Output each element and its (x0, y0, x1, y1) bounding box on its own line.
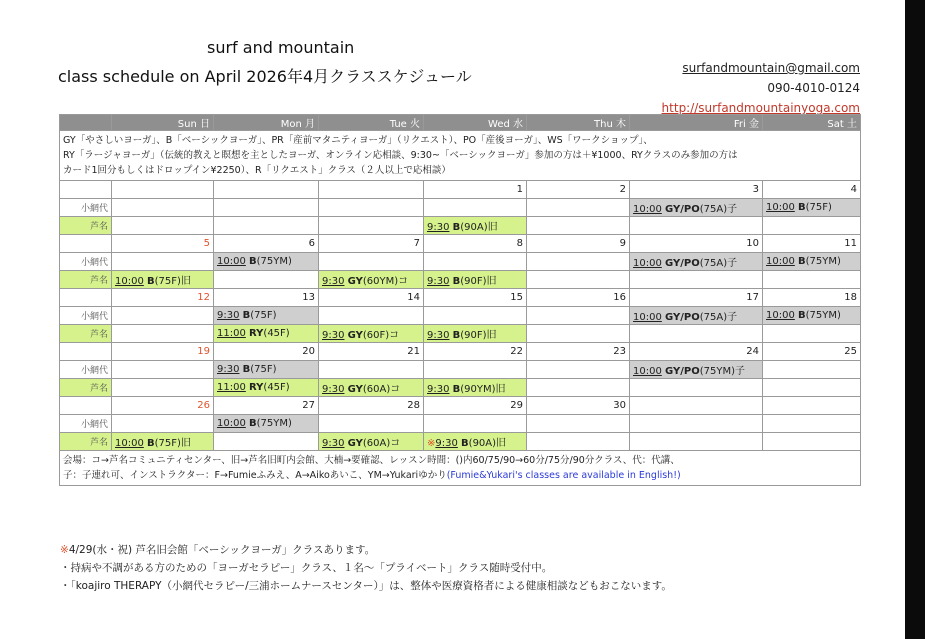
class-code: B (242, 310, 251, 321)
class-note-mark: ※ (427, 438, 436, 449)
class-code: B (452, 384, 461, 395)
class-detail: (75F)旧 (154, 438, 191, 449)
class-cell (214, 307, 319, 325)
class-detail: (75A)子 (699, 312, 738, 323)
weekday-fri: Fri 金 (630, 115, 763, 131)
date-cell: 11 (763, 235, 861, 253)
class-code: B (147, 438, 155, 449)
contact-block (662, 58, 860, 118)
date-cell: 29 (424, 397, 527, 415)
class-code: RY (249, 328, 264, 339)
legend-line: RY「ラージャヨーガ」（伝統的教えと瞑想を主としたヨーガ、オンライン応相談、9:30~「ベーシックヨーガ」参加の方は＋¥1000、RYクラスのみ参加の方は (63, 150, 738, 161)
date-cell: 3 (630, 181, 763, 199)
class-time: 10:00 (766, 202, 795, 213)
date-cell: 1 (424, 181, 527, 199)
class-time: 9:30 (427, 276, 450, 287)
empty-cell (630, 433, 763, 451)
class-time: 10:00 (766, 310, 795, 321)
date-cell: 22 (424, 343, 527, 361)
class-code: B (147, 276, 155, 287)
empty-cell (527, 379, 630, 397)
date-cell: 25 (763, 343, 861, 361)
class-detail: (75A)子 (699, 258, 738, 269)
class-detail: (90F)旧 (460, 276, 497, 287)
class-detail: (45F) (263, 328, 290, 339)
location-label: 小網代 (60, 253, 112, 271)
class-detail: (75YM) (256, 256, 292, 267)
date-cell: 9 (527, 235, 630, 253)
empty-cell (763, 325, 861, 343)
date-cell: 27 (214, 397, 319, 415)
weekday-sat: Sat 土 (763, 115, 861, 131)
title-line-1: surf and mountain (207, 38, 355, 57)
date-row (60, 235, 861, 253)
empty-cell (527, 325, 630, 343)
location-label: 小網代 (60, 361, 112, 379)
date-cell: 26 (112, 397, 214, 415)
class-code: GY/PO (665, 312, 700, 323)
empty-cell (527, 415, 630, 433)
legend-text (60, 131, 861, 181)
title-line-2: class schedule on April 2026年4月クラススケジュール (58, 67, 472, 86)
empty-cell (763, 271, 861, 289)
empty-cell (763, 379, 861, 397)
empty-cell (630, 217, 763, 235)
empty-cell (319, 361, 424, 379)
empty-cell (319, 199, 424, 217)
empty-cell (630, 325, 763, 343)
note-3: ・「koajiro THERAPY（小網代セラピー/三浦ホームナースセンター）」は、整体や医療資格者による健康相談などもおこないます。 (60, 580, 672, 592)
empty-cell (763, 217, 861, 235)
website-link[interactable]: http://surfandmountainyoga.com (661, 101, 860, 115)
date-cell: 5 (112, 235, 214, 253)
class-code: RY (249, 382, 264, 393)
date-cell: 16 (527, 289, 630, 307)
date-cell (763, 397, 861, 415)
class-time: 10:00 (115, 276, 144, 287)
weekday-wed: Wed 水 (424, 115, 527, 131)
class-code: B (461, 438, 469, 449)
empty-cell (112, 379, 214, 397)
class-code: GY (347, 330, 363, 341)
class-time: 10:00 (633, 258, 662, 269)
date-cell: 20 (214, 343, 319, 361)
empty-cell (527, 199, 630, 217)
class-cell (424, 325, 527, 343)
empty-cell (424, 307, 527, 325)
location-label: 芦名 (60, 271, 112, 289)
class-cell (214, 379, 319, 397)
class-code: B (452, 330, 461, 341)
ashina-row (60, 217, 861, 235)
weekday-thu: Thu 木 (527, 115, 630, 131)
location-label: 小網代 (60, 307, 112, 325)
empty-cell (630, 379, 763, 397)
date-cell: 4 (763, 181, 861, 199)
empty-cell (424, 199, 527, 217)
class-time: 10:00 (633, 312, 662, 323)
kojiro-row (60, 307, 861, 325)
location-label: 芦名 (60, 325, 112, 343)
class-detail: (75F) (805, 202, 832, 213)
ashina-row (60, 433, 861, 451)
date-row-label (60, 289, 112, 307)
class-time: 10:00 (115, 438, 144, 449)
location-label: 小網代 (60, 199, 112, 217)
class-detail: (45F) (263, 382, 290, 393)
date-row (60, 397, 861, 415)
class-detail: (90YM)旧 (460, 384, 506, 395)
class-cell (630, 307, 763, 325)
class-cell (763, 307, 861, 325)
date-cell: 12 (112, 289, 214, 307)
header-corner (60, 115, 112, 131)
weekday-sun: Sun 日 (112, 115, 214, 131)
empty-cell (112, 307, 214, 325)
date-cell: 28 (319, 397, 424, 415)
date-cell: 6 (214, 235, 319, 253)
empty-cell (763, 433, 861, 451)
class-time: 10:00 (633, 204, 662, 215)
empty-cell (319, 307, 424, 325)
date-cell: 7 (319, 235, 424, 253)
class-time: 11:00 (217, 328, 246, 339)
class-detail: (60A)コ (362, 384, 401, 395)
class-time: 9:30 (217, 364, 240, 375)
location-label: 芦名 (60, 217, 112, 235)
class-time: 9:30 (322, 330, 345, 341)
class-code: GY/PO (665, 366, 700, 377)
date-row-label (60, 235, 112, 253)
class-code: GY (347, 384, 363, 395)
class-code: B (452, 276, 461, 287)
class-cell (424, 217, 527, 235)
date-row-label (60, 397, 112, 415)
date-cell: 30 (527, 397, 630, 415)
empty-cell (319, 253, 424, 271)
class-detail: (60F)コ (362, 330, 400, 341)
class-detail: (60A)コ (362, 438, 401, 449)
legend-row (60, 131, 861, 181)
ashina-row (60, 379, 861, 397)
empty-cell (214, 271, 319, 289)
class-code: GY (347, 276, 363, 287)
class-code: B (242, 364, 251, 375)
class-cell (319, 379, 424, 397)
class-time: 9:30 (427, 222, 450, 233)
class-detail: (75YM)子 (699, 366, 745, 377)
class-time: 11:00 (217, 382, 246, 393)
empty-cell (112, 199, 214, 217)
class-code: B (249, 256, 257, 267)
date-cell (112, 181, 214, 199)
empty-cell (424, 361, 527, 379)
date-row-label (60, 181, 112, 199)
note-1-text: 4/29(水・祝) 芦名旧会館「ベーシックヨーガ」クラスあります。 (68, 544, 376, 556)
date-cell (214, 181, 319, 199)
class-code: GY/PO (665, 204, 700, 215)
class-time: 9:30 (322, 438, 345, 449)
kojiro-row (60, 199, 861, 217)
class-time: 10:00 (217, 418, 246, 429)
note-1 (60, 541, 672, 559)
class-cell (214, 325, 319, 343)
class-cell (319, 271, 424, 289)
date-cell: 21 (319, 343, 424, 361)
class-time: 9:30 (322, 276, 345, 287)
footer-line (63, 468, 857, 483)
class-cell (630, 199, 763, 217)
date-cell: 23 (527, 343, 630, 361)
notes-block (60, 541, 672, 595)
empty-cell (527, 361, 630, 379)
class-code: B (798, 310, 806, 321)
date-row (60, 289, 861, 307)
class-detail: (75F)旧 (154, 276, 191, 287)
date-cell: 13 (214, 289, 319, 307)
class-code: GY/PO (665, 258, 700, 269)
class-detail: (90F)旧 (460, 330, 497, 341)
empty-cell (527, 217, 630, 235)
class-time: 10:00 (633, 366, 662, 377)
date-row (60, 181, 861, 199)
empty-cell (214, 199, 319, 217)
empty-cell (319, 217, 424, 235)
empty-cell (527, 271, 630, 289)
footer-line-text: 子：子連れ可、インストラクター：F→Fumieふみえ、A→Aikoあいこ、YM→Yukariゆかり (63, 470, 447, 481)
date-row (60, 343, 861, 361)
empty-cell (112, 415, 214, 433)
empty-cell (763, 361, 861, 379)
empty-cell (112, 361, 214, 379)
class-time: 9:30 (322, 384, 345, 395)
class-code: B (798, 202, 806, 213)
class-cell (319, 325, 424, 343)
date-cell: 8 (424, 235, 527, 253)
class-cell (630, 253, 763, 271)
class-time: 10:00 (217, 256, 246, 267)
class-time: 10:00 (766, 256, 795, 267)
class-code: B (798, 256, 806, 267)
class-time: 9:30 (435, 438, 458, 449)
class-detail: (90A)旧 (460, 222, 498, 233)
class-cell (319, 433, 424, 451)
phone-number: 090-4010-0124 (767, 81, 860, 95)
location-label: 芦名 (60, 379, 112, 397)
empty-cell (527, 433, 630, 451)
weekday-tue: Tue 火 (319, 115, 424, 131)
class-cell (763, 253, 861, 271)
class-detail: (75YM) (805, 256, 841, 267)
empty-cell (214, 217, 319, 235)
ashina-row (60, 325, 861, 343)
date-cell: 19 (112, 343, 214, 361)
class-cell (630, 361, 763, 379)
date-cell: 14 (319, 289, 424, 307)
class-cell (214, 415, 319, 433)
class-detail: (75F) (250, 364, 277, 375)
class-cell (424, 271, 527, 289)
class-detail: (75F) (250, 310, 277, 321)
class-detail: (75YM) (256, 418, 292, 429)
english-note: (Fumie&Yukari's classes are available in English!) (446, 470, 681, 481)
empty-cell (630, 415, 763, 433)
date-cell: 10 (630, 235, 763, 253)
class-time: 9:30 (217, 310, 240, 321)
email-link[interactable]: surfandmountain@gmail.com (682, 61, 860, 75)
note-2: ・持病や不調がある方のための「ヨーガセラピー」クラス、１名〜「プライベート」クラス随時受付中。 (60, 562, 553, 574)
note-mark: ※ (60, 544, 69, 556)
empty-cell (527, 307, 630, 325)
kojiro-row (60, 253, 861, 271)
class-cell (763, 199, 861, 217)
class-cell (112, 271, 214, 289)
class-cell (424, 433, 527, 451)
empty-cell (763, 415, 861, 433)
legend-line: GY「やさしいヨーガ」、B「ベーシックヨーガ」、PR「産前マタニティヨーガ」（リクエスト）、PO「産後ヨーガ」、WS「ワークショップ」、 (63, 135, 653, 146)
footer-line: 会場：コ→芦名コミュニティセンター、旧→芦名旧町内会館、大楠→要確認、レッスン時間：()内60/75/90→60分/75分/90分クラス、代：代講、 (63, 455, 680, 466)
class-code: B (249, 418, 257, 429)
date-cell: 24 (630, 343, 763, 361)
footer-text (60, 451, 861, 486)
class-code: B (452, 222, 461, 233)
date-cell: 17 (630, 289, 763, 307)
date-cell (630, 397, 763, 415)
empty-cell (527, 253, 630, 271)
weekday-mon: Mon 月 (214, 115, 319, 131)
legend-line: カード1回分もしくはドロップイン¥2250）、R「リクエスト」クラス（２人以上で応相談） (63, 165, 451, 176)
weekday-header-row (60, 115, 861, 131)
class-time: 9:30 (427, 384, 450, 395)
class-detail: (90A)旧 (468, 438, 507, 449)
empty-cell (630, 271, 763, 289)
ashina-row (60, 271, 861, 289)
location-label: 芦名 (60, 433, 112, 451)
date-cell: 2 (527, 181, 630, 199)
empty-cell (424, 415, 527, 433)
class-cell (112, 433, 214, 451)
empty-cell (112, 217, 214, 235)
kojiro-row (60, 415, 861, 433)
empty-cell (112, 325, 214, 343)
class-code: GY (347, 438, 363, 449)
date-cell: 15 (424, 289, 527, 307)
class-cell (424, 379, 527, 397)
footer-row (60, 451, 861, 486)
date-cell (319, 181, 424, 199)
location-label: 小網代 (60, 415, 112, 433)
class-detail: (60YM)コ (362, 276, 409, 287)
kojiro-row (60, 361, 861, 379)
class-detail: (75YM) (805, 310, 841, 321)
empty-cell (214, 433, 319, 451)
class-cell (214, 361, 319, 379)
class-time: 9:30 (427, 330, 450, 341)
empty-cell (424, 253, 527, 271)
empty-cell (112, 253, 214, 271)
class-detail: (75A)子 (699, 204, 738, 215)
class-cell (214, 253, 319, 271)
date-row-label (60, 343, 112, 361)
schedule-table (59, 114, 861, 486)
empty-cell (319, 415, 424, 433)
date-cell: 18 (763, 289, 861, 307)
